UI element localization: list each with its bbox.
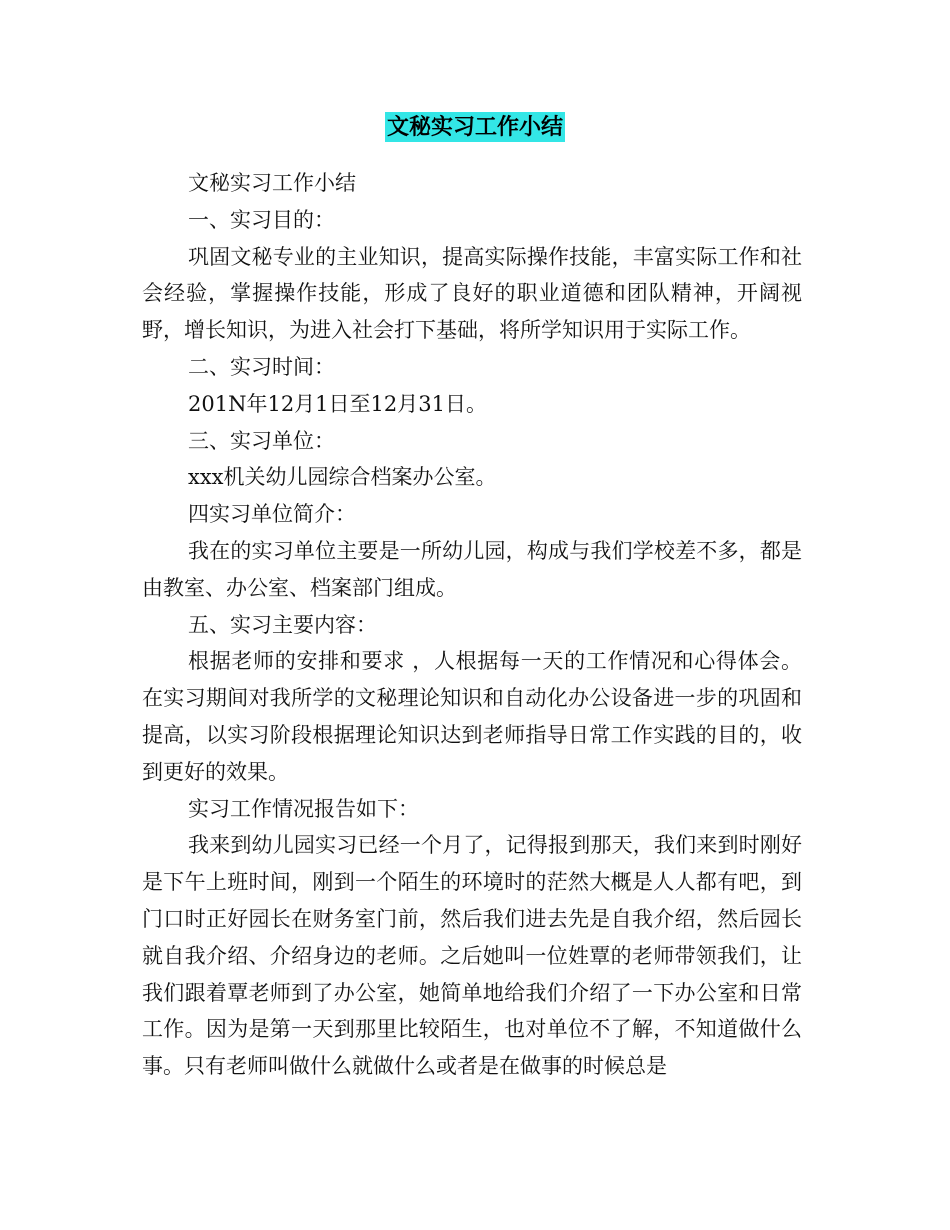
report-text: 我来到幼儿园实习已经一个月了，记得报到那天，我们来到时刚好是下午上班时间，刚到一个陌生的环境时的茫然大概是人人都有吧，到门口时正好园长在财务室门前，然后我们进去先是自我介绍，然后园长就自我介绍、介绍身边的老师。之后她叫一位姓覃的老师带领我们，让我们跟着覃老师到了办公室，她简单地给我们介绍了一下办公室和日常工作。因为是第一天到那里比较陌生，也对单位不了解，不知道做什么事。只有老师叫做什么就做什么或者是在做事的时候总是	[142, 833, 802, 1079]
section-intro-text: 我在的实习单位主要是一所幼儿园，构成与我们学校差不多，都是由教室、办公室、档案部门组成。	[142, 538, 802, 600]
title-wrap	[0, 112, 950, 142]
section-purpose-text: 巩固文秘专业的主业知识，提高实际操作技能，丰富实际工作和社会经验，掌握操作技能，形成了良好的职业道德和团队精神，开阔视野，增长知识，为进入社会打下基础，将所学知识用于实际工作。	[142, 244, 802, 343]
section-content-text: 根据老师的安排和要求 ，人根据每一天的工作情况和心得体会。在实习期间对我所学的文秘理论知识和自动化办公设备进一步的巩固和提高，以实习阶段根据理论知识达到老师指导日常工作实践的目的，收到更好的效果。	[142, 649, 802, 784]
section-time-heading: 二、实习时间：	[188, 354, 335, 379]
section-intro-heading: 四实习单位简介：	[188, 502, 356, 527]
section-time-text: 201N年12月1日至12月31日。	[188, 391, 487, 416]
section-content-heading: 五、实习主要内容：	[188, 612, 377, 637]
section-unit-heading: 三、实习单位：	[188, 428, 335, 453]
report-heading: 实习工作情况报告如下：	[188, 796, 419, 821]
section-unit-text: xxx机关幼儿园综合档案办公室。	[188, 465, 497, 490]
section-purpose-heading: 一、实习目的：	[188, 207, 335, 232]
document-title: 文秘实习工作小结	[386, 114, 563, 140]
paragraph-heading: 文秘实习工作小结	[188, 171, 356, 195]
document-body	[142, 165, 802, 1085]
